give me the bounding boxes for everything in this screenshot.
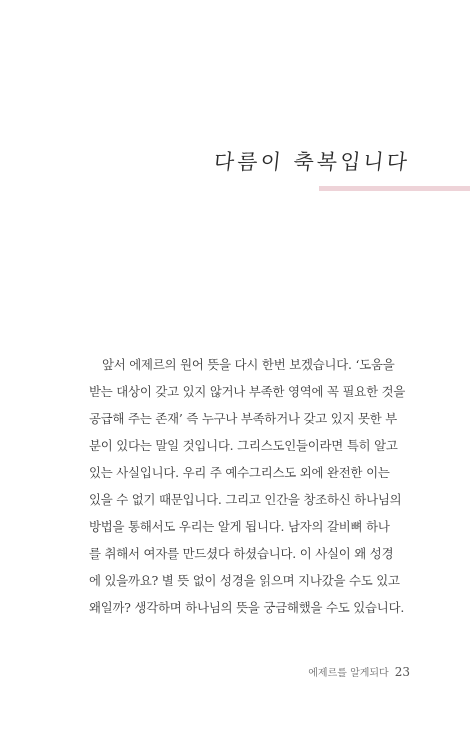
body-line: 앞서 에제르의 원어 뜻을 다시 한번 보겠습니다. ‘도움을 bbox=[102, 357, 395, 372]
body-line: 받는 대상이 갖고 있지 않거나 부족한 영역에 꼭 필요한 것을 bbox=[89, 384, 406, 399]
body-line: 를 취해서 여자를 만드셨다 하셨습니다. 이 사실이 왜 성경 bbox=[89, 546, 394, 561]
body-line: 공급해 주는 존재’ 즉 누구나 부족하거나 갖고 있지 못한 부 bbox=[89, 411, 398, 426]
body-line: 왜일까? 생각하며 하나님의 뜻을 궁금해했을 수도 있습니다. bbox=[89, 600, 405, 615]
body-line: 에 있을까요? 별 뜻 없이 성경을 읽으며 지나갔을 수도 있고 bbox=[89, 573, 400, 588]
page-number: 23 bbox=[394, 665, 410, 679]
running-book-title: 에제르를 알게되다 bbox=[308, 668, 389, 679]
body-line: 있는 사실입니다. 우리 주 예수그리스도 외에 완전한 이는 bbox=[89, 465, 390, 480]
body-paragraph bbox=[89, 351, 405, 621]
title-accent-bar bbox=[319, 186, 470, 191]
body-line: 있을 수 없기 때문입니다. 그리고 인간을 창조하신 하나님의 bbox=[89, 492, 402, 507]
body-line: 분이 있다는 말일 것입니다. 그리스도인들이라면 특히 알고 bbox=[89, 438, 398, 453]
body-line: 방법을 통해서도 우리는 알게 됩니다. 남자의 갈비뼈 하나 bbox=[89, 519, 390, 534]
chapter-title: 다름이 축복입니다 bbox=[212, 150, 412, 174]
page-footer bbox=[308, 664, 410, 679]
